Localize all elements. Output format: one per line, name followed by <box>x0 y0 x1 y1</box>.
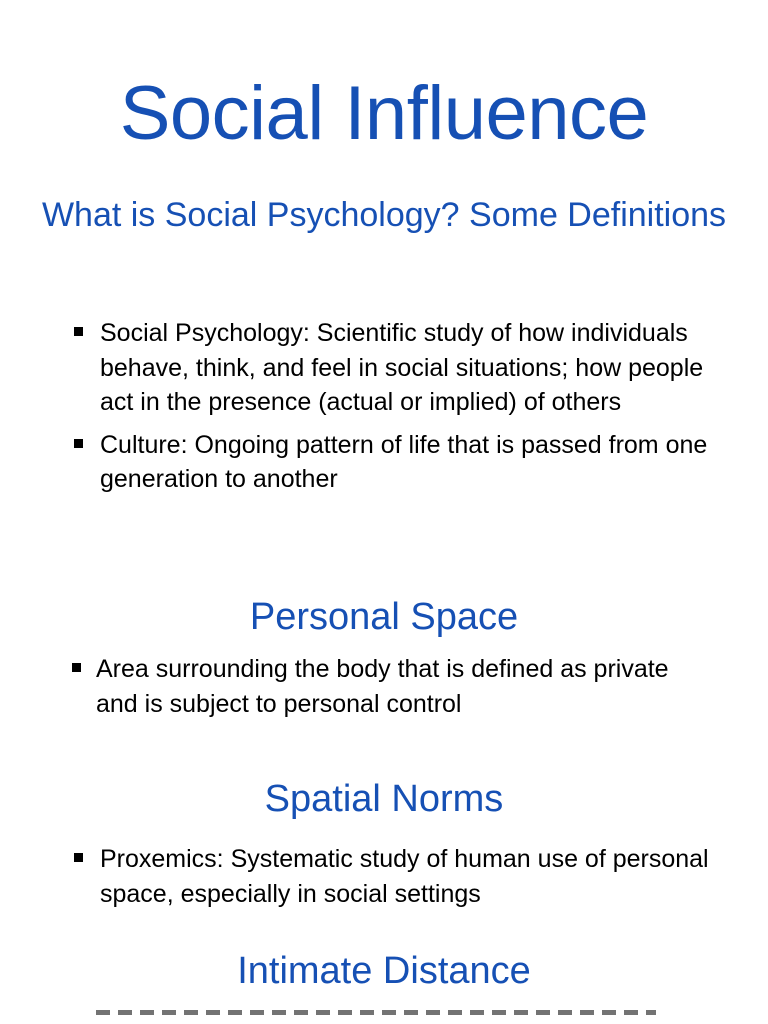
spatial-norms-list <box>72 842 712 919</box>
square-bullet-icon <box>74 439 83 448</box>
personal-space-heading: Personal Space <box>249 596 519 638</box>
square-bullet-icon <box>72 663 81 672</box>
list-item <box>72 842 712 911</box>
page-title: Social Influence <box>119 71 649 156</box>
definitions-list <box>72 316 712 505</box>
bullet-text: Area surrounding the body that is defined as private and is subject to personal control <box>96 655 669 718</box>
spatial-norms-heading: Spatial Norms <box>264 778 504 820</box>
square-bullet-icon <box>74 853 83 862</box>
list-item <box>70 652 710 721</box>
cut-off-text-line <box>70 1010 710 1024</box>
intimate-distance-heading: Intimate Distance <box>237 950 531 992</box>
bullet-text: Social Psychology: Scientific study of how individuals behave, think, and feel in social situations; how people act in the presence (actual or implied) of others <box>100 319 704 416</box>
list-item <box>72 428 712 497</box>
bullet-text: Culture: Ongoing pattern of life that is passed from one generation to another <box>100 430 708 493</box>
square-bullet-icon <box>74 327 83 336</box>
subtitle-heading: What is Social Psychology? Some Definitions <box>41 196 727 234</box>
list-item <box>72 316 712 420</box>
bullet-text: Proxemics: Systematic study of human use of personal space, especially in social settings <box>100 845 709 908</box>
personal-space-list <box>70 652 710 729</box>
